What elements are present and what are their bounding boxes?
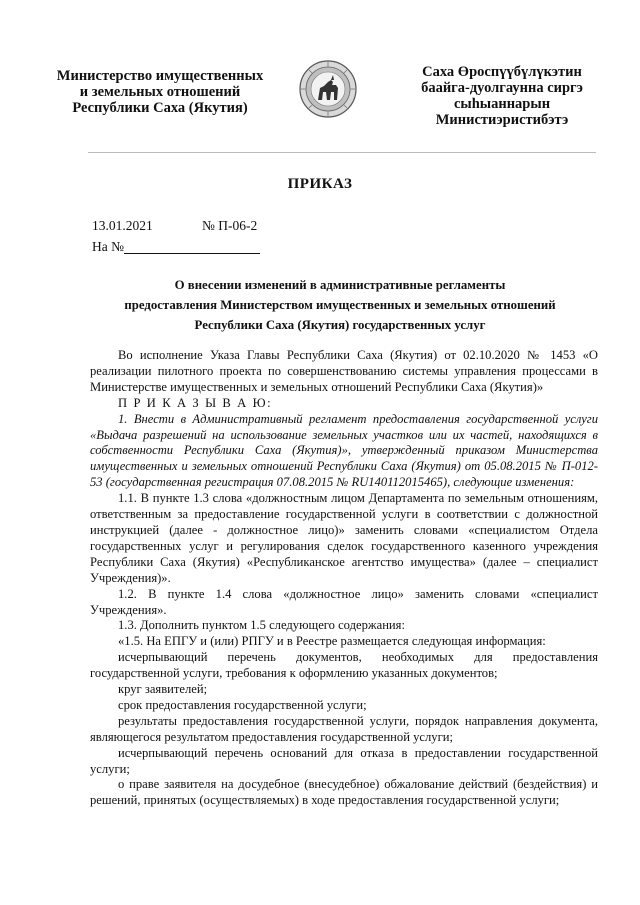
body-paragraph: исчерпывающий перечень документов, необходимых для предоставления государственной услуги, требования к оформлению указанных документов;: [90, 650, 598, 681]
emblem-icon: [298, 58, 358, 120]
ministry-name-line: Министерство имущественных: [56, 68, 264, 84]
body-paragraph: 1.3. Дополнить пунктом 1.5 следующего содержания:: [118, 618, 405, 633]
subject-line: Республики Саха (Якутия) государственных услуг: [194, 318, 486, 332]
body-paragraph: срок предоставления государственной услуги;: [118, 697, 367, 712]
order-subject: [70, 275, 610, 335]
body-paragraph: о праве заявителя на досудебное (внесудебное) обжалование действий (бездействия) и решений, принятых (осуществляемых) в ходе предоставления государственной услуги;: [90, 777, 598, 808]
body-paragraph: 1.1. В пункте 1.3 слова «должностным лицом Департамента по земельным отношениям, ответственным за предоставление государственной услуги в соответствии с должностной инструкцией (далее - должностное лицо)» заменить словами «специалистом Отдела государственных услуг и регулирования сделок государственного казенного учреждения Республики Саха (Якутия) «Республиканское агентство имущества» (далее – специалист Учреждения)».: [90, 491, 598, 585]
body-paragraph: «1.5. На ЕПГУ и (или) РПГУ и в Реестре размещается следующая информация:: [118, 634, 546, 649]
body-paragraph: круг заявителей;: [118, 682, 208, 697]
document-title: ПРИКАЗ: [287, 176, 353, 192]
ministry-name-line: Саха Өроспүүбүлүкэтин: [422, 64, 582, 80]
ministry-name-yakut: [392, 64, 612, 128]
reference-number-label: На №: [92, 239, 124, 254]
header-divider: [88, 152, 596, 153]
reference-number-blank: [124, 253, 260, 254]
ministry-name-line: и земельных отношений: [79, 84, 241, 100]
body-paragraph: Во исполнение Указа Главы Республики Саха (Якутия) от 02.10.2020 № 1453 «О реализации пилотного проекта по совершенствованию системы управления процессами в Министерстве имущественных и земельных отношений Республики Саха (Якутия)»: [90, 348, 598, 394]
body-paragraph: исчерпывающий перечень оснований для отказа в предоставлении государственной услуги;: [90, 745, 598, 776]
ministry-name-line: Министиэристибэтэ: [435, 112, 569, 128]
body-paragraph: П Р И К А З Ы В А Ю:: [118, 395, 273, 410]
subject-line: О внесении изменений в административные регламенты: [174, 278, 506, 292]
ministry-name-line: баайга-дуолгаунна сиргэ: [421, 80, 583, 96]
order-body: [90, 348, 598, 809]
body-paragraph: 1.2. В пункте 1.4 слова «должностное лицо» заменить словами «специалист Учреждения».: [90, 586, 598, 617]
ministry-name-russian: [44, 68, 276, 116]
order-number: № П-06-2: [202, 218, 258, 233]
order-date: 13.01.2021: [92, 218, 153, 233]
body-paragraph: 1. Внести в Административный регламент предоставления государственной услуги «Выдача разрешений на использование земельных участков или их частей, находящихся в собственности Республики Саха (Якутия)», утвержденный приказом Министерства имущественных и земельных отношений Республики Саха (Якутия) от 05.08.2015 № П-012-53 (государственная регистрация 07.08.2015 № RU140112015465), следующие изменения:: [90, 411, 598, 490]
ministry-name-line: сыһыаннарын: [453, 96, 551, 112]
body-paragraph: результаты предоставления государственной услуги, порядок направления документа, являющегося результатом предоставления государственной услуги;: [90, 713, 598, 744]
subject-line: предоставления Министерством имущественных и земельных отношений: [124, 298, 556, 312]
ministry-name-line: Республики Саха (Якутия): [72, 100, 248, 116]
